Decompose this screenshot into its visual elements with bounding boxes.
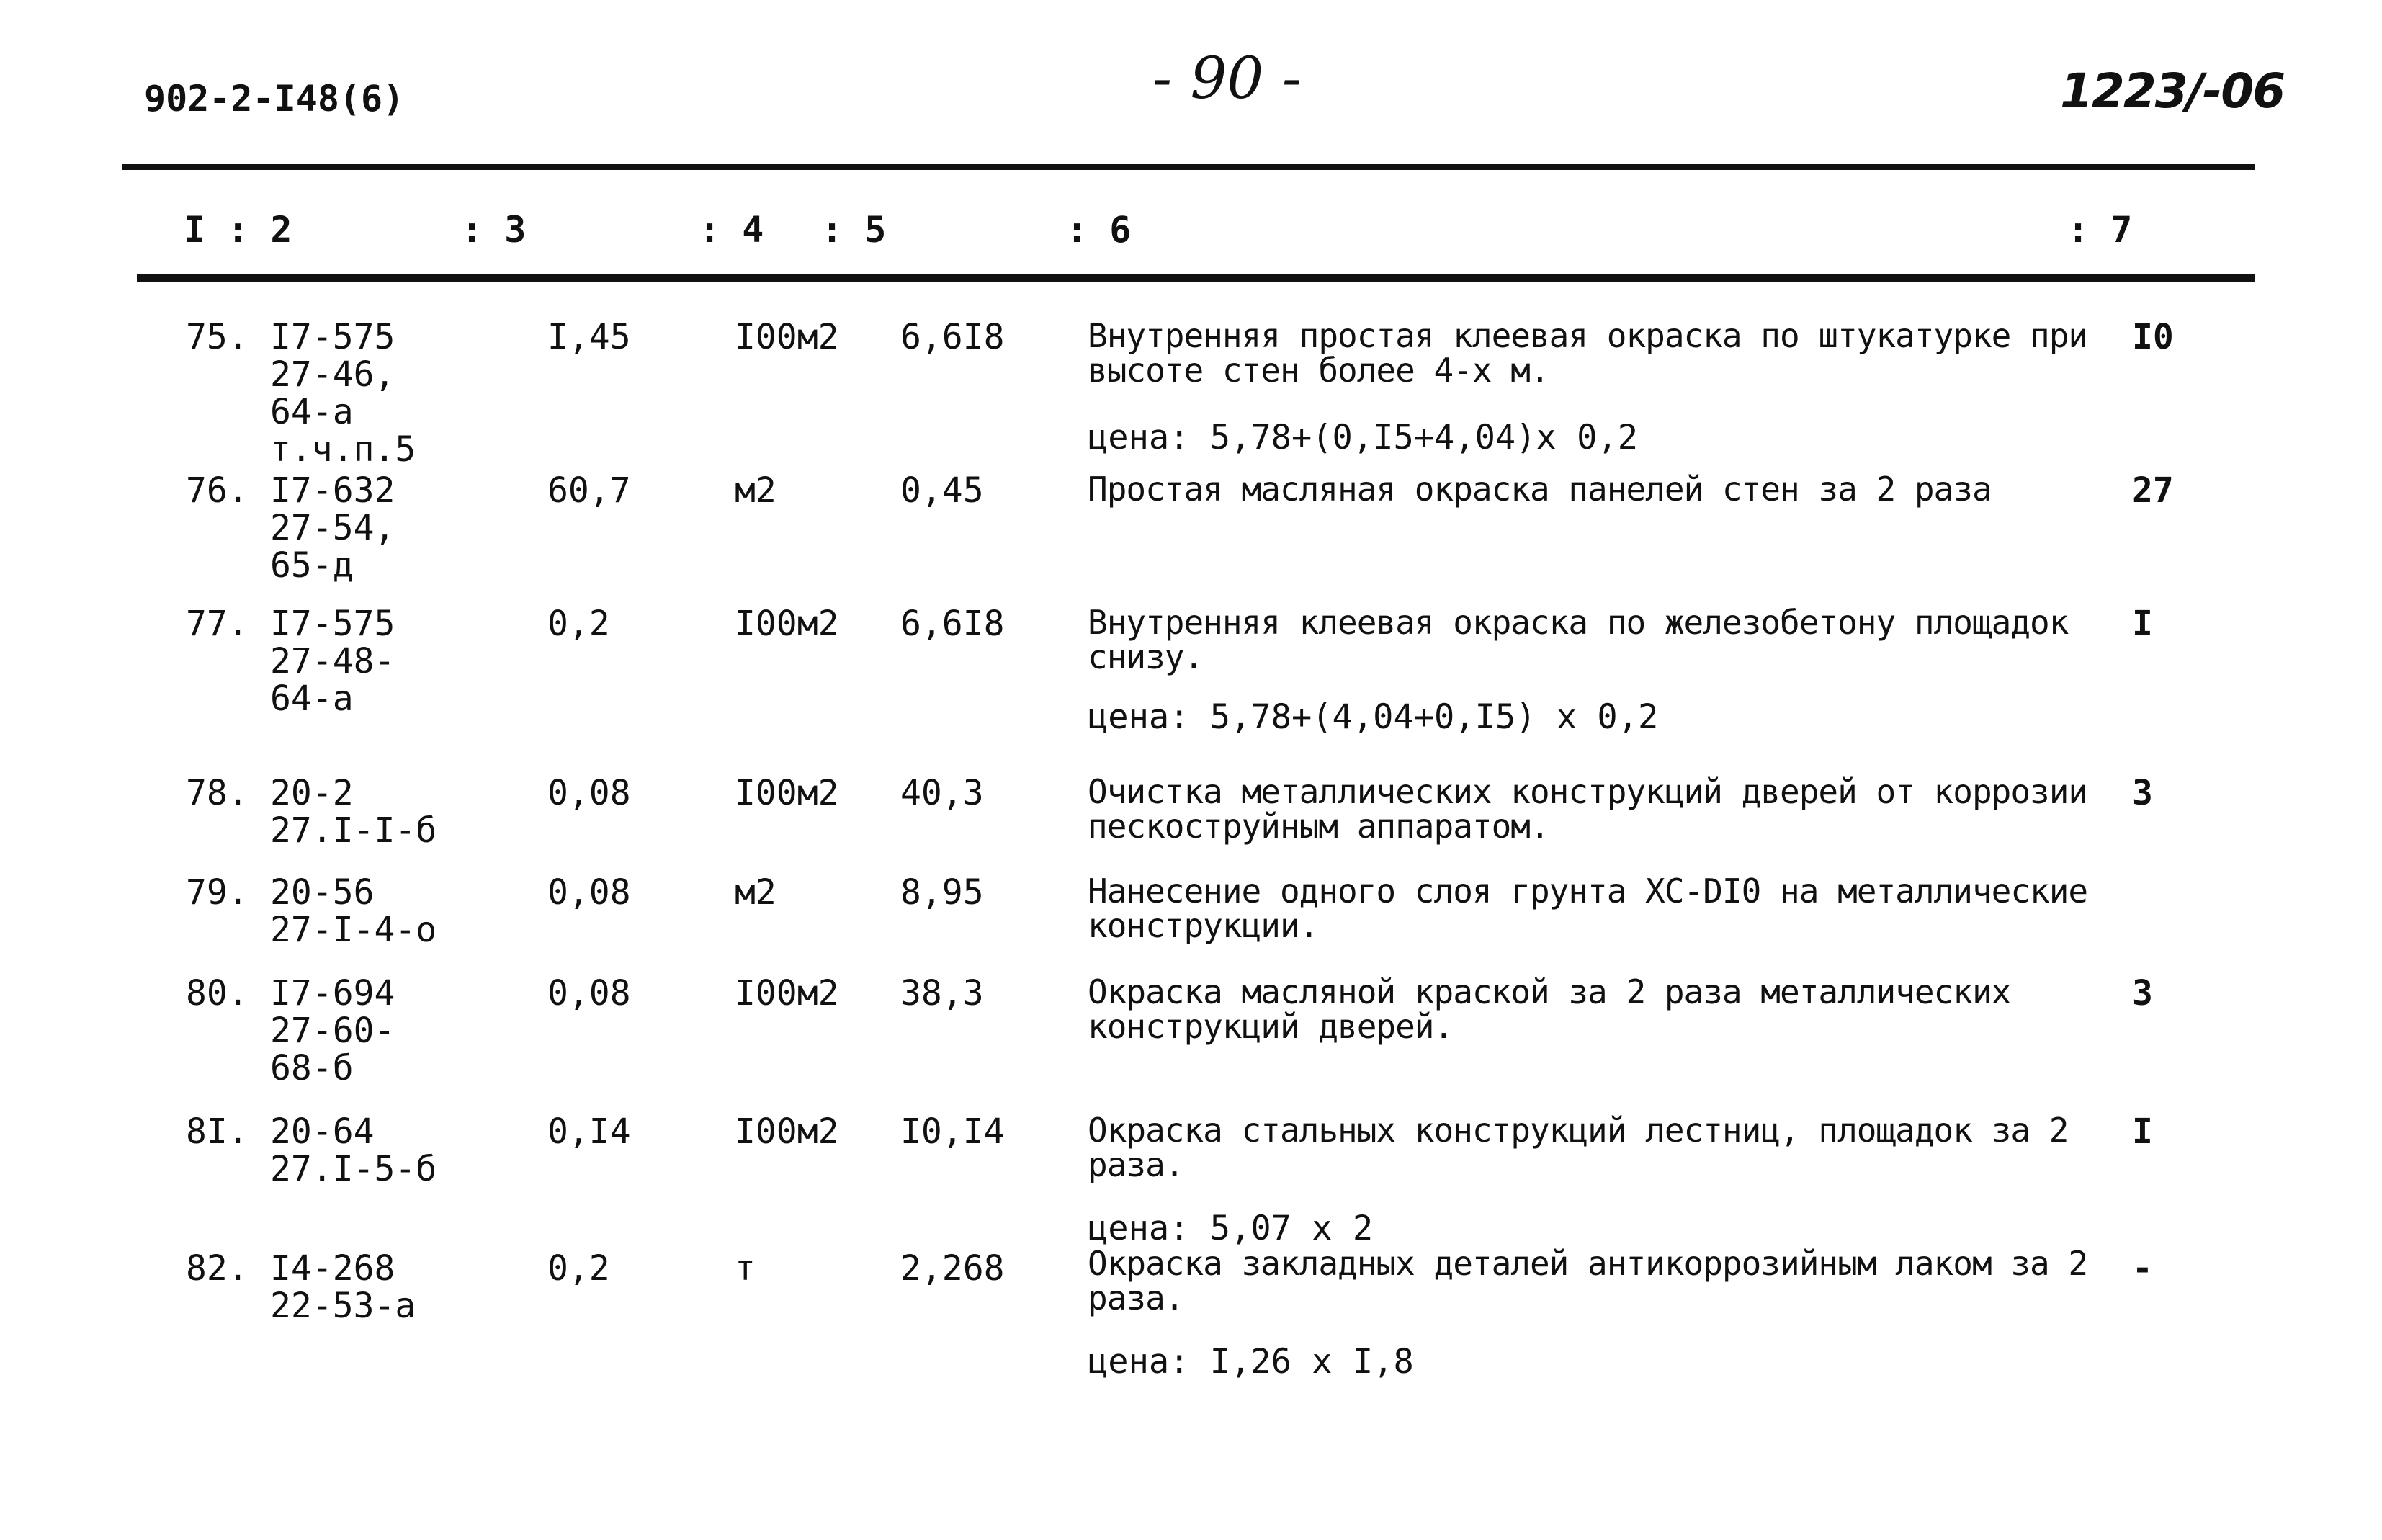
row-column-7: I0 xyxy=(2132,317,2174,357)
row-price: I0,I4 xyxy=(900,1111,1005,1152)
row-quantity: 0,08 xyxy=(547,973,631,1013)
row-price: 6,6I8 xyxy=(900,317,1005,357)
row-price-note: цена: 5,78+(4,04+0,I5) х 0,2 xyxy=(1088,697,1659,737)
row-price: 40,3 xyxy=(900,773,984,813)
column-header-5: : 5 xyxy=(821,209,887,251)
row-unit: м2 xyxy=(735,470,776,511)
row-number: 77. xyxy=(186,604,249,644)
row-quantity: 0,I4 xyxy=(547,1111,631,1152)
row-number: 76. xyxy=(186,470,249,511)
row-column-7: 27 xyxy=(2132,470,2174,511)
row-column-7: I xyxy=(2132,604,2153,644)
row-code: I7-575 27-48- 64-а xyxy=(270,604,395,719)
row-quantity: 0,08 xyxy=(547,773,631,813)
header-rule xyxy=(137,274,2255,282)
row-price: 38,3 xyxy=(900,973,984,1013)
row-quantity: 0,2 xyxy=(547,1248,610,1289)
row-price: 0,45 xyxy=(900,470,984,511)
row-unit: м2 xyxy=(735,872,776,913)
row-code: 20-56 27-I-4-о xyxy=(270,872,437,950)
document-code: 902-2-I48(6) xyxy=(144,78,405,120)
row-column-7: - xyxy=(2132,1248,2153,1289)
row-price-note: цена: 5,07 х 2 xyxy=(1088,1209,1374,1248)
archive-code: 1223/-06 xyxy=(2060,63,2285,119)
row-unit: I00м2 xyxy=(735,317,839,357)
row-number: 80. xyxy=(186,973,249,1013)
row-number: 82. xyxy=(186,1248,249,1289)
row-code: I7-632 27-54, 65-д xyxy=(270,470,395,586)
row-code: I7-575 27-46, 64-а т.ч.п.5 xyxy=(270,317,416,470)
row-column-7: 3 xyxy=(2132,773,2153,813)
row-unit: I00м2 xyxy=(735,604,839,644)
row-price: 6,6I8 xyxy=(900,604,1005,644)
column-header-1-2: I : 2 xyxy=(184,209,292,251)
row-unit: I00м2 xyxy=(735,1111,839,1152)
column-header-4: : 4 xyxy=(699,209,764,251)
row-code: I4-268 22-53-а xyxy=(270,1248,416,1326)
row-description: Внутренняя простая клеевая окраска по штукатурке при высоте стен более 4-х м. xyxy=(1088,316,2088,390)
row-quantity: I,45 xyxy=(547,317,631,357)
column-header-3: : 3 xyxy=(461,209,527,251)
row-column-7: I xyxy=(2132,1111,2153,1152)
row-quantity: 60,7 xyxy=(547,470,631,511)
row-number: 79. xyxy=(186,872,249,913)
top-rule xyxy=(122,164,2255,170)
row-description: Окраска закладных деталей антикоррозийным лаком за 2 раза. xyxy=(1088,1244,2088,1317)
row-description: Внутренняя клеевая окраска по железобетону площадок снизу. xyxy=(1088,603,2069,676)
row-number: 78. xyxy=(186,773,249,813)
row-unit: т xyxy=(735,1248,756,1289)
row-description: Окраска масляной краской за 2 раза металлических конструкций дверей. xyxy=(1088,972,2011,1046)
row-quantity: 0,2 xyxy=(547,604,610,644)
row-price-note: цена: 5,78+(0,I5+4,04)х 0,2 xyxy=(1088,418,1639,457)
page-number: - 90 - xyxy=(1152,45,1302,112)
row-description: Простая масляная окраска панелей стен за 2 раза xyxy=(1088,470,1992,509)
row-description: Очистка металлических конструкций дверей от коррозии пескоструйным аппаратом. xyxy=(1088,772,2088,846)
column-header-7: : 7 xyxy=(2067,209,2133,251)
row-number: 8I. xyxy=(186,1111,249,1152)
row-code: 20-2 27.I-I-б xyxy=(270,773,437,851)
row-quantity: 0,08 xyxy=(547,872,631,913)
row-price: 8,95 xyxy=(900,872,984,913)
row-description: Нанесение одного слоя грунта ХС-DI0 на металлические конструкции. xyxy=(1088,872,2088,945)
column-header-6: : 6 xyxy=(1066,209,1132,251)
row-price: 2,268 xyxy=(900,1248,1005,1289)
row-number: 75. xyxy=(186,317,249,357)
row-description: Окраска стальных конструкций лестниц, площадок за 2 раза. xyxy=(1088,1111,2069,1184)
row-code: I7-694 27-60- 68-б xyxy=(270,973,395,1088)
row-unit: I00м2 xyxy=(735,773,839,813)
row-code: 20-64 27.I-5-б xyxy=(270,1111,437,1189)
row-unit: I00м2 xyxy=(735,973,839,1013)
row-price-note: цена: I,26 х I,8 xyxy=(1088,1342,1414,1382)
row-column-7: 3 xyxy=(2132,973,2153,1013)
